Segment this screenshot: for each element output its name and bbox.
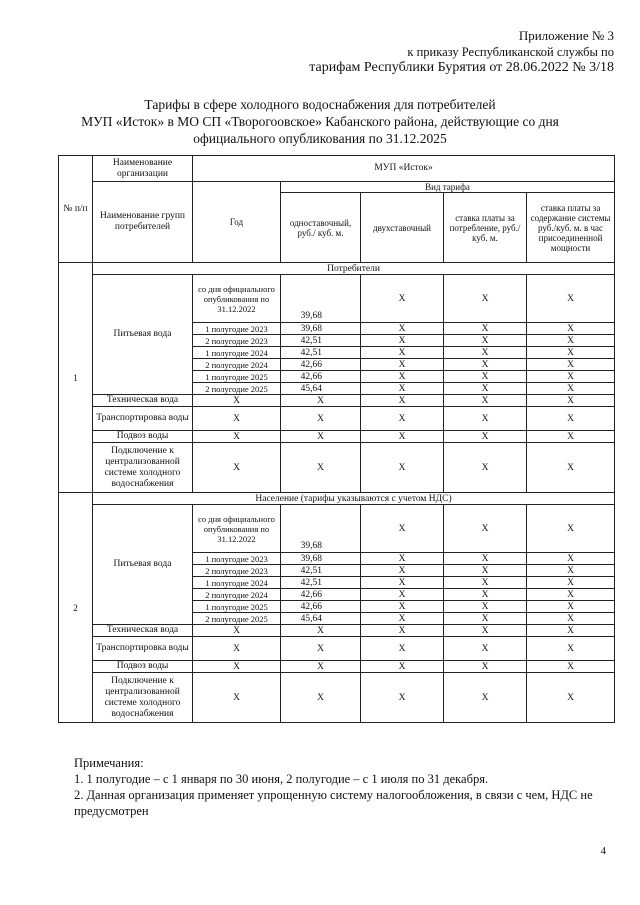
header-org-label: Наименование организации xyxy=(93,156,193,182)
x-mark: X xyxy=(527,661,615,673)
x-mark: X xyxy=(193,637,281,661)
x-mark: X xyxy=(527,347,615,359)
single-rate-value: 39,68 xyxy=(281,323,361,335)
x-mark: X xyxy=(444,335,527,347)
x-mark: X xyxy=(281,443,361,493)
header-capacity: ставка платы за содержание системы руб./куб. м. в час присоединенной мощности xyxy=(527,193,615,263)
x-mark: X xyxy=(281,407,361,431)
notes xyxy=(74,755,614,819)
group-delivery: Подвоз воды xyxy=(93,431,193,443)
x-mark: X xyxy=(444,589,527,601)
note-item: 2. Данная организация применяет упрощенную систему налогообложения, в связи с чем, НДС не предусмотрен xyxy=(74,788,593,818)
x-mark: X xyxy=(444,505,527,553)
section-number: 1 xyxy=(59,263,93,493)
x-mark: X xyxy=(281,673,361,723)
section-title-row xyxy=(59,493,615,505)
x-mark: X xyxy=(527,577,615,589)
x-mark: X xyxy=(527,335,615,347)
period: 2 полугодие 2024 xyxy=(193,359,281,371)
period: 2 полугодие 2023 xyxy=(193,335,281,347)
x-mark: X xyxy=(527,589,615,601)
x-mark: X xyxy=(527,505,615,553)
x-mark: X xyxy=(527,395,615,407)
order-reference: к приказу Республиканской службы по xyxy=(407,45,614,59)
x-mark: X xyxy=(281,625,361,637)
table-row xyxy=(59,661,615,673)
single-rate-value: 42,66 xyxy=(281,359,361,371)
x-mark: X xyxy=(444,383,527,395)
header-single: одноставочный, руб./ куб. м. xyxy=(281,193,361,263)
table-row xyxy=(59,443,615,493)
group-drinking-water: Питьевая вода xyxy=(93,505,193,625)
x-mark: X xyxy=(527,673,615,723)
single-rate-value: 42,66 xyxy=(281,601,361,613)
x-mark: X xyxy=(527,625,615,637)
group-technical-water: Техническая вода xyxy=(93,395,193,407)
table-row xyxy=(59,637,615,661)
group-technical-water: Техническая вода xyxy=(93,625,193,637)
x-mark: X xyxy=(527,553,615,565)
x-mark: X xyxy=(444,275,527,323)
notes-heading: Примечания: xyxy=(74,756,144,770)
x-mark: X xyxy=(281,637,361,661)
x-mark: X xyxy=(527,443,615,493)
x-mark: X xyxy=(193,673,281,723)
table-row xyxy=(59,673,615,723)
x-mark: X xyxy=(527,323,615,335)
section-title: Потребители xyxy=(93,263,615,275)
x-mark: X xyxy=(361,673,444,723)
x-mark: X xyxy=(281,431,361,443)
single-rate-value: 42,51 xyxy=(281,577,361,589)
x-mark: X xyxy=(527,613,615,625)
x-mark: X xyxy=(193,407,281,431)
x-mark: X xyxy=(527,601,615,613)
period: со дня официального опубликования по 31.12.2022 xyxy=(193,275,281,323)
x-mark: X xyxy=(361,335,444,347)
header-groups-label: Наименование групп потребителей xyxy=(93,182,193,263)
x-mark: X xyxy=(281,395,361,407)
x-mark: X xyxy=(193,661,281,673)
x-mark: X xyxy=(361,275,444,323)
x-mark: X xyxy=(444,431,527,443)
x-mark: X xyxy=(527,431,615,443)
table-row xyxy=(59,431,615,443)
x-mark: X xyxy=(193,431,281,443)
document-header xyxy=(309,28,614,76)
x-mark: X xyxy=(361,565,444,577)
x-mark: X xyxy=(361,371,444,383)
title-line: МУП «Исток» в МО СП «Творогоовское» Кабанского района, действующие со дня xyxy=(81,114,559,129)
period: 2 полугодие 2023 xyxy=(193,565,281,577)
x-mark: X xyxy=(361,395,444,407)
table-row xyxy=(59,275,615,323)
x-mark: X xyxy=(361,577,444,589)
x-mark: X xyxy=(361,613,444,625)
order-date: тарифам Республики Бурятия от 28.06.2022 № 3/18 xyxy=(309,60,614,75)
x-mark: X xyxy=(444,565,527,577)
header-double: двухставочный xyxy=(361,193,444,263)
x-mark: X xyxy=(527,407,615,431)
table-row xyxy=(59,395,615,407)
x-mark: X xyxy=(527,637,615,661)
period: 1 полугодие 2023 xyxy=(193,323,281,335)
x-mark: X xyxy=(281,661,361,673)
header-tariff-type: Вид тарифа xyxy=(281,182,615,193)
period: 1 полугодие 2024 xyxy=(193,577,281,589)
x-mark: X xyxy=(361,589,444,601)
header-year: Год xyxy=(193,182,281,263)
table-row xyxy=(59,407,615,431)
table-row xyxy=(59,625,615,637)
x-mark: X xyxy=(444,673,527,723)
x-mark: X xyxy=(527,275,615,323)
x-mark: X xyxy=(444,323,527,335)
title-line: официального опубликования по 31.12.2025 xyxy=(193,131,447,146)
x-mark: X xyxy=(444,443,527,493)
x-mark: X xyxy=(361,443,444,493)
section-number: 2 xyxy=(59,493,93,723)
period: 1 полугодие 2023 xyxy=(193,553,281,565)
note-item: 1. 1 полугодие – с 1 января по 30 июня, 2 полугодие – с 1 июля по 31 декабря. xyxy=(74,772,489,786)
section-title-row xyxy=(59,263,615,275)
title-line: Тарифы в сфере холодного водоснабжения для потребителей xyxy=(144,97,496,112)
x-mark: X xyxy=(361,637,444,661)
period: 1 полугодие 2025 xyxy=(193,371,281,383)
x-mark: X xyxy=(444,395,527,407)
x-mark: X xyxy=(444,347,527,359)
single-rate-value: 42,66 xyxy=(281,371,361,383)
x-mark: X xyxy=(527,359,615,371)
document-title xyxy=(60,96,580,147)
x-mark: X xyxy=(444,371,527,383)
x-mark: X xyxy=(361,431,444,443)
page-number: 4 xyxy=(600,845,606,857)
single-rate-value: 45,64 xyxy=(281,613,361,625)
x-mark: X xyxy=(527,383,615,395)
x-mark: X xyxy=(444,577,527,589)
x-mark: X xyxy=(361,661,444,673)
section-title: Население (тарифы указываются с учетом НДС) xyxy=(93,493,615,505)
x-mark: X xyxy=(361,383,444,395)
x-mark: X xyxy=(361,347,444,359)
x-mark: X xyxy=(193,443,281,493)
x-mark: X xyxy=(444,407,527,431)
x-mark: X xyxy=(361,359,444,371)
single-rate-value: 42,51 xyxy=(281,347,361,359)
group-connection: Подключение к централизованной системе холодного водоснабжения xyxy=(93,673,193,723)
x-mark: X xyxy=(361,323,444,335)
single-rate-value: 42,51 xyxy=(281,335,361,347)
single-rate-value: 45,64 xyxy=(281,383,361,395)
period: со дня официального опубликования по 31.12.2022 xyxy=(193,505,281,553)
x-mark: X xyxy=(444,359,527,371)
period: 2 полугодие 2024 xyxy=(193,589,281,601)
group-delivery: Подвоз воды xyxy=(93,661,193,673)
single-rate-value: 39,68 xyxy=(281,505,361,553)
x-mark: X xyxy=(444,613,527,625)
period: 1 полугодие 2025 xyxy=(193,601,281,613)
x-mark: X xyxy=(527,565,615,577)
single-rate-value: 42,51 xyxy=(281,565,361,577)
x-mark: X xyxy=(361,553,444,565)
x-mark: X xyxy=(361,505,444,553)
period: 2 полугодие 2025 xyxy=(193,613,281,625)
period: 1 полугодие 2024 xyxy=(193,347,281,359)
x-mark: X xyxy=(193,625,281,637)
appendix-label: Приложение № 3 xyxy=(518,28,614,43)
header-num: № п/п xyxy=(59,156,93,263)
period: 2 полугодие 2025 xyxy=(193,383,281,395)
x-mark: X xyxy=(444,625,527,637)
header-consumption: ставка платы за потребление, руб./ куб. м. xyxy=(444,193,527,263)
single-rate-value: 42,66 xyxy=(281,589,361,601)
header-org-value: МУП «Исток» xyxy=(193,156,615,182)
x-mark: X xyxy=(527,371,615,383)
x-mark: X xyxy=(193,395,281,407)
x-mark: X xyxy=(361,601,444,613)
group-transport: Транспортировка воды xyxy=(93,407,193,431)
tariff-table xyxy=(58,155,615,723)
group-drinking-water: Питьевая вода xyxy=(93,275,193,395)
x-mark: X xyxy=(361,625,444,637)
group-connection: Подключение к централизованной системе холодного водоснабжения xyxy=(93,443,193,493)
single-rate-value: 39,68 xyxy=(281,275,361,323)
x-mark: X xyxy=(444,661,527,673)
single-rate-value: 39,68 xyxy=(281,553,361,565)
x-mark: X xyxy=(444,637,527,661)
group-transport: Транспортировка воды xyxy=(93,637,193,661)
x-mark: X xyxy=(444,553,527,565)
x-mark: X xyxy=(361,407,444,431)
table-row xyxy=(59,505,615,553)
x-mark: X xyxy=(444,601,527,613)
